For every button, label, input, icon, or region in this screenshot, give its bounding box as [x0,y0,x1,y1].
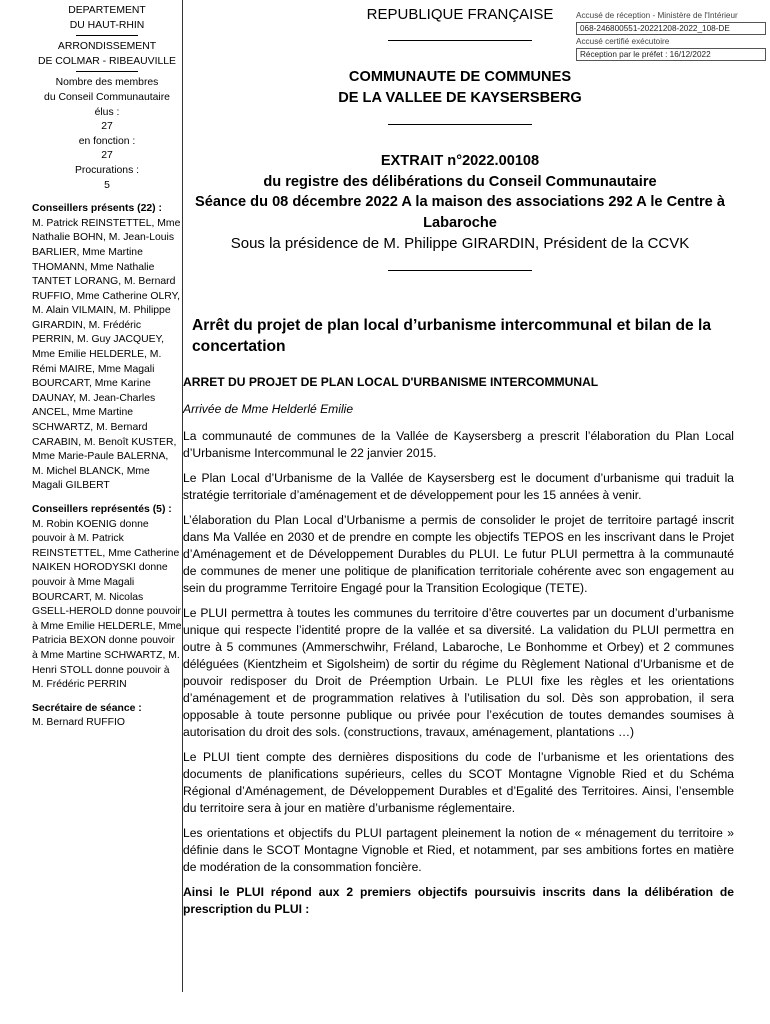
paragraph: Le PLUI permettra à toutes les communes du territoire d’être couvertes par un document d’urbanisme unique qui respecte l’identité propre de la vallée et sa diversité. La validation du PLUI permettra en outre à 5 communes (Ammerschwihr, Fréland, Labaroche, Le Bonhomme et Orbey) et 2 communes déléguées (Kientzheim et Sigolsheim) de sortir du régime du Règlement National d’Urbanisme et de pouvoir redisposer du Droit de Préemption Urbain. Le PLUI fixe les règles et les orientations d’aménagement et de programmation relatives à l’utilisation du sol. Dès son approbation, il sera opposable à toute personne publique ou privée pour l’exécution de toutes demandes soumises à autorisation du droit des sols. (constructions, travaux, aménagement, plantations …) [183,606,734,739]
extract-heading [195,151,725,233]
community-heading [195,67,725,109]
extract-number: EXTRAIT n°2022.00108 [380,153,540,169]
header-rule [195,40,725,41]
separator [76,71,138,72]
presidency-line: Sous la présidence de M. Philippe GIRARDIN, Président de la CCVK [230,235,690,252]
department-line: DEPARTEMENT [68,5,146,16]
paragraph-bold: Ainsi le PLUI répond aux 2 premiers objectifs poursuivis inscrits dans la délibération de prescription du PLUI : [183,885,734,916]
arrival-note: Arrivée de Mme Helderlé Emilie [183,402,354,416]
represented-list: M. Robin KOENIG donne pouvoir à M. Patrick REINSTETTEL, Mme Catherine NAIKEN HORODYSKI donne pouvoir à Mme Magali BOURCART, M. Nicolas GSELL-HEROLD donne pouvoir à Mme Emilie HELDERLE, Mme Patricia BEXON donne pouvoir à Mme Martine SCHWARTZ, M. Henri STOLL donne pouvoir à M. Frédéric PERRIN [32,518,182,691]
register-line: du registre des délibérations du Conseil Communautaire [263,173,657,190]
paragraph: L’élaboration du Plan Local d’Urbanisme a permis de consolider le projet de territoire partagé inscrit dans Ma Vallée en 2030 et de prendre en compte les objectifs TEPOS en les inscrivant dans le Projet d’Aménagement et de Développement Durables du PLUI. Le futur PLUI permettra à la communauté de communes de mener une politique de planification territoriale cohérente avec son engagement au sein du programme Territoire Engagé pour la Transition Ecologique (TETE). [183,513,734,595]
presents-list: M. Patrick REINSTETTEL, Mme Nathalie BOHN, M. Jean-Louis BARLIER, Mme Martine THOMANN, Mme Nathalie TANTET LORANG, M. Bernard RUFFIO, Mme Catherine OLRY, M. Alain VILMAIN, M. Philippe GIRARDIN, M. Frédéric PERRIN, M. Guy JACQUEY, Mme Emilie HELDERLE, M. Rémi MAIRE, Mme Magali BOURCART, Mme Karine DAUNAY, M. Jean-Charles ANCEL, Mme Martine SCHWARTZ, M. Bernard CARABIN, M. Benoît KUSTER, Mme Marie-Paule BALERNA, M. Michel BLANCK, Mme Magali GILBERT [32,217,181,492]
deliberation-title: Arrêt du projet de plan local d’urbanisme intercommunal et bilan de la concertation [192,317,712,355]
paragraph: Le Plan Local d’Urbanisme de la Vallée de Kaysersberg est le document d’urbanisme qui traduit la stratégie territoriale d’aménagement et de développement pour les 15 années à venir. [183,471,734,502]
secretary-name: M. Bernard RUFFIO [32,717,125,729]
stamp-line: Accusé de réception - Ministère de l'Intérieur [576,11,738,20]
left-sidebar [32,4,182,731]
paragraph: Le PLUI tient compte des dernières dispositions du code de l’urbanisme et les orientations des documents de planifications supérieurs, celles du SCOT Montagne Vignoble Ried et du Schéma Régional d’Aménagement, de Développement Durables et d’Egalité des Territoires. Ainsi, l’ensemble du territoire sera à jour en matière d’urbanisme réglementaire. [183,750,734,815]
en-fonction-label: en fonction : [78,135,136,147]
paragraph: La communauté de communes de la Vallée de Kaysersberg a prescrit l’élaboration du Plan Local d’Urbanisme Intercommunal le 22 janvier 2015. [183,429,734,460]
procurations-count: 5 [104,179,110,191]
community-line: COMMUNAUTE DE COMMUNES [348,69,572,85]
stamp-reference: 068-246800551-20221208-2022_108-DE [576,22,766,35]
arrondissement-line: ARRONDISSEMENT [57,41,157,53]
stamp-date: Réception par le préfet : 16/12/2022 [576,48,766,61]
represented-label: Conseillers représentés (5) : [32,504,172,515]
department-block [32,4,182,33]
community-line: DE LA VALLEE DE KAYSERSBERG [338,90,582,106]
presents-label: Conseillers présents (22) : [32,203,162,215]
session-line: Séance du 08 décembre 2022 A la maison des associations 292 A le Centre à Labaroche [195,194,725,231]
separator [76,35,138,36]
members-label: Nombre des membres [55,77,159,89]
header-rule [195,124,725,125]
header-rule [195,270,725,271]
members-block [32,76,182,193]
arrondissement-block [32,40,182,69]
paragraph: Les orientations et objectifs du PLUI partagent pleinement la notion de « ménagement du territoire » définie dans le SCOT Montagne Vignoble et Ried, et notamment, par ses ambitions fortes en matière de modération de la consommation foncière. [183,826,734,874]
arrondissement-line: DE COLMAR - RIBEAUVILLE [37,55,176,67]
members-label: élus : [94,106,120,118]
stamp-line: Accusé certifié exécutoire [576,37,670,46]
procurations-label: Procurations : [74,164,140,176]
deliberation-body [183,374,734,926]
members-label: du Conseil Communautaire [44,91,170,103]
department-line: DU HAUT-RHIN [69,19,145,31]
republic-heading: REPUBLIQUE FRANÇAISE [366,6,554,23]
section-heading: ARRET DU PROJET DE PLAN LOCAL D'URBANISME INTERCOMMUNAL [183,375,599,389]
elus-count: 27 [101,121,113,133]
en-fonction-count: 27 [101,150,113,162]
secretary-label: Secrétaire de séance : [32,702,142,714]
